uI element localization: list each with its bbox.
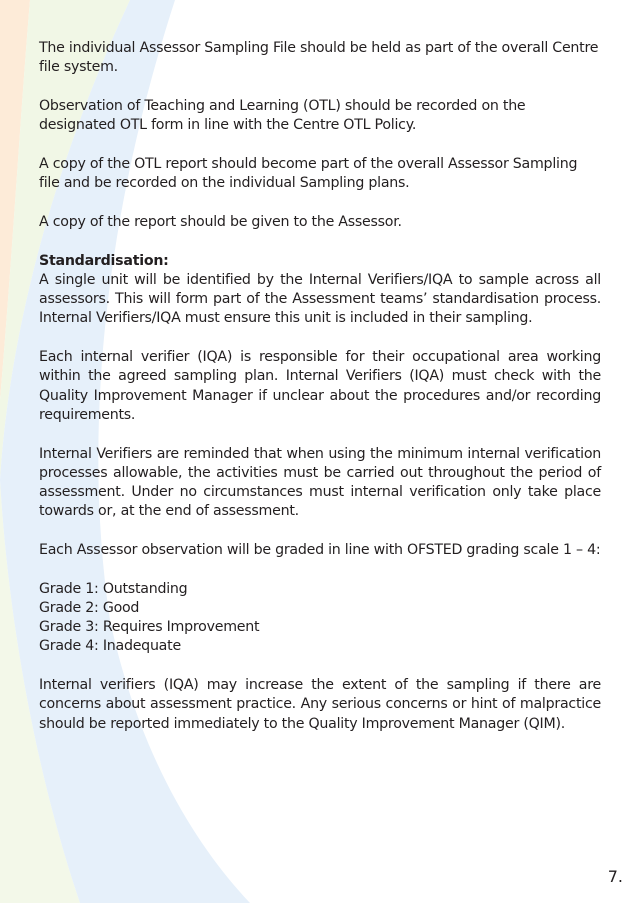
paragraph-otl-recording: Observation of Teaching and Learning (OTL) should be recorded on the designated OTL form in line with the Centre OTL Policy. [39, 98, 526, 134]
paragraph-report-copy-assessor: A copy of the report should be given to the Assessor. [39, 214, 402, 230]
standardisation-section [39, 252, 601, 329]
page-number: 7. [607, 867, 623, 886]
paragraph-minimum-verification: Internal Verifiers are reminded that when using the minimum internal verification processes allowable, the activities must be carried out throughout the period of assessment. Under no circumstances must internal verification only take place towards or, at the end of assessment. [39, 445, 601, 520]
paragraph-internal-verifier-responsibility: Each internal verifier (IQA) is responsible for their occupational area working within the agreed sampling plan. Internal Verifiers (IQA) must check with the Quality Improvement Manager if unclear about the procedures and/or recording requirements. [39, 349, 601, 423]
grade-item: Grade 2: Good [39, 600, 140, 617]
grade-item: Grade 1: Outstanding [39, 580, 188, 597]
standardisation-heading: Standardisation: [39, 252, 169, 269]
document-body [39, 39, 601, 753]
grade-item: Grade 4: Inadequate [39, 638, 181, 655]
grade-item: Grade 3: Requires Improvement [39, 619, 260, 636]
paragraph-increase-sampling: Internal verifiers (IQA) may increase the extent of the sampling if there are concerns about assessment practice. Any serious concerns or hint of malpractice should be reported immediately to the Quality Improvement Manager (QIM). [39, 677, 601, 732]
grade-list [39, 580, 601, 657]
paragraph-ofsted-grading: Each Assessor observation will be graded in line with OFSTED grading scale 1 – 4: [39, 542, 601, 559]
paragraph-otl-report-copy: A copy of the OTL report should become part of the overall Assessor Sampling file and be recorded on the individual Sampling plans. [39, 156, 578, 192]
paragraph-assessor-sampling-file: The individual Assessor Sampling File should be held as part of the overall Centre file system. [39, 40, 599, 76]
paragraph-single-unit: A single unit will be identified by the Internal Verifiers/IQA to sample across all assessors. This will form part of the Assessment teams’ standardisation process. Internal Verifiers/IQA must ensure this unit is included in their sampling. [39, 272, 601, 327]
